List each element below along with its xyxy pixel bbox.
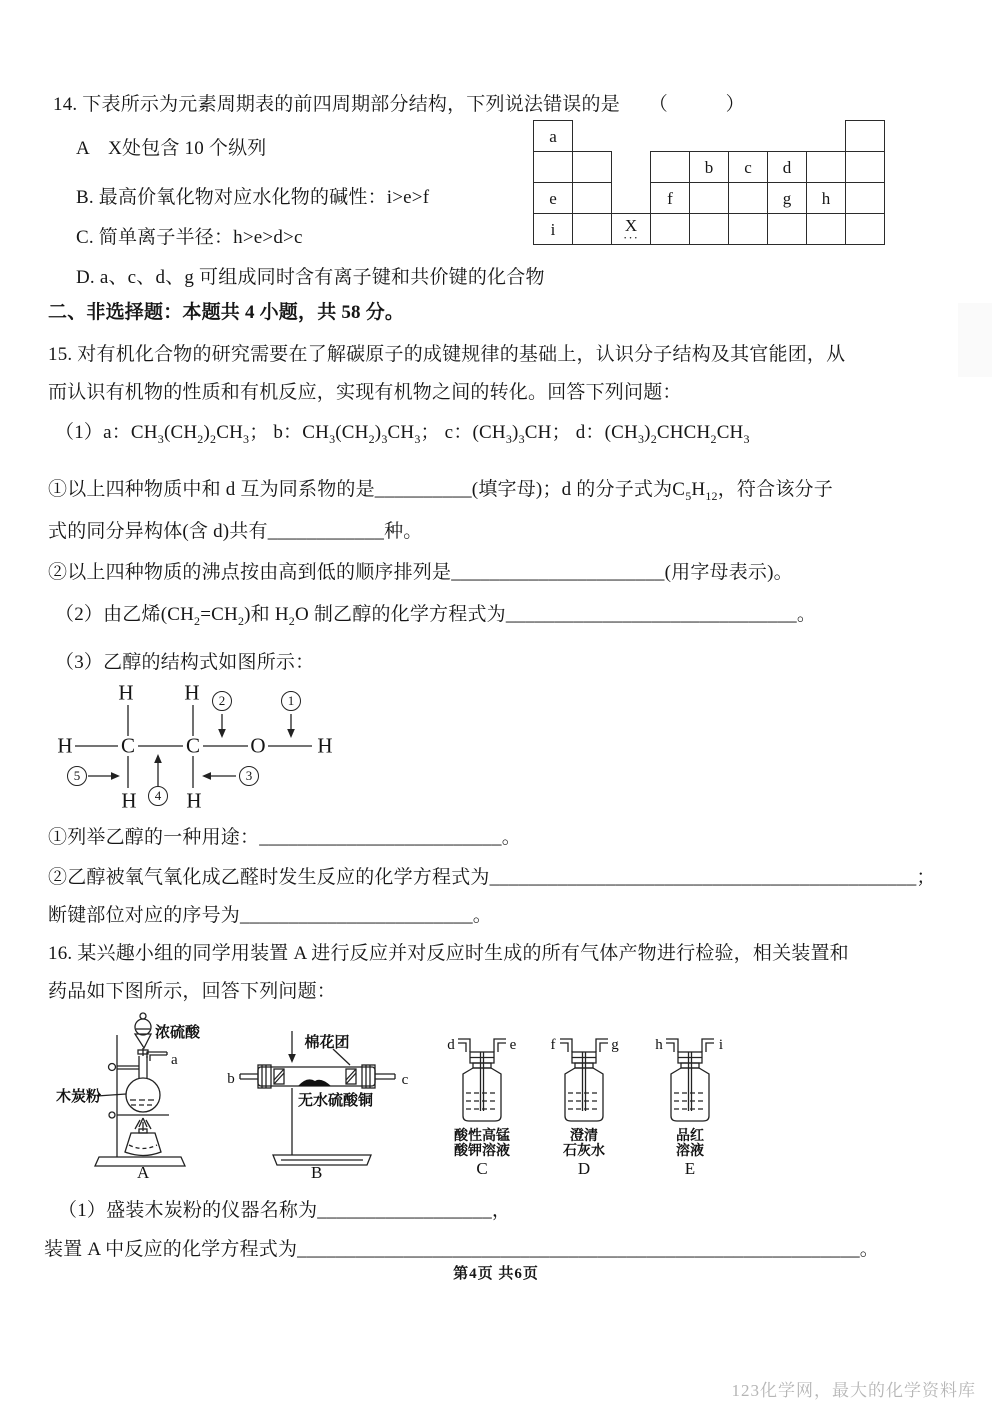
atom-h: H	[184, 680, 200, 705]
ptable-cell-r2c8	[845, 182, 885, 214]
ptable-cell-f: f	[650, 182, 690, 214]
apparatus-a-drawing	[56, 1013, 201, 1182]
ptable-cell-e: e	[533, 182, 573, 214]
label-bottle-e-reagent-line1: 品红	[676, 1129, 704, 1144]
ptable-cell-r2c1	[572, 182, 612, 214]
page-number: 第4页 共6页	[453, 1266, 539, 1282]
ptable-cell-r1c7	[806, 151, 846, 183]
label-conc-sulfuric-acid: 浓硫酸	[155, 1025, 201, 1041]
q15-part2: （2）由乙烯$(CH_2=CH_2)$和 $H_2O$ 制乙醇的化学方程式为______________________________。	[55, 604, 817, 628]
q14-title: 14. 下表所示为元素周期表的前四周期部分结构，下列说法错误的是 （ ）	[53, 94, 745, 115]
q15-intro-line2: 而认识有机物的性质和有机反应，实现有机物之间的转化。回答下列问题：	[48, 382, 682, 403]
apparatus-b-drawing	[227, 1031, 408, 1182]
q14-option-a: A X处包含 10 个纵列	[76, 138, 267, 159]
atom-h: H	[186, 788, 202, 813]
ptable-cell-X: X ···	[611, 213, 651, 245]
label-bottle-c-reagent-line1: 酸性高锰	[454, 1129, 510, 1144]
label-apparatus-b: B	[311, 1163, 323, 1182]
bond-mark-3: 3	[239, 766, 259, 786]
ptable-cell-d: d	[767, 151, 807, 183]
ptable-cell-g: g	[767, 182, 807, 214]
atom-c1: C	[120, 733, 136, 758]
apparatus-figure	[55, 1005, 755, 1190]
label-bottle-d-reagent-line2: 石灰水	[563, 1144, 605, 1159]
ptable-cell-r2c5	[728, 182, 768, 214]
q16-intro-line2: 药品如下图所示，回答下列问题：	[48, 981, 337, 1002]
ptable-cell-c: c	[728, 151, 768, 183]
atom-h: H	[121, 788, 137, 813]
label-port-f: f	[550, 1037, 556, 1053]
label-cotton-ball: 棉花团	[304, 1035, 350, 1051]
ptable-cell-r1c3	[650, 151, 690, 183]
q15-intro-line1: 15. 对有机化合物的研究需要在了解碳原子的成键规律的基础上，认识分子结构及其官能团，从	[48, 344, 846, 365]
q16-blank1: （1）盛装木炭粉的仪器名称为__________________，	[58, 1200, 512, 1221]
atom-h: H	[317, 733, 333, 758]
label-apparatus-a: A	[137, 1163, 150, 1182]
q15-sub1-line1: ①以上四种物质中和 d 互为同系物的是__________(填字母)；d 的分子式为$C_5H_{12}$，符合该分子	[48, 479, 833, 503]
q15-part1-formulas: （1）a：$CH_3(CH_2)_2CH_3$； b：$CH_3(CH_2)_3CH_3$； c：$(CH_3)_3CH$； d：$(CH_3)_2CHCH_2CH_3$	[55, 422, 750, 446]
label-bottle-e: E	[684, 1159, 696, 1178]
label-bottle-e-reagent-line2: 溶液	[676, 1144, 704, 1159]
bottle-d-drawing	[551, 1037, 620, 1178]
atom-h: H	[118, 680, 134, 705]
site-watermark: 123化学网，最大的化学资料库	[731, 1381, 976, 1400]
bond-mark-2: 2	[212, 691, 232, 711]
atom-c2: C	[185, 733, 201, 758]
ptable-cell-h: h	[806, 182, 846, 214]
ptable-cell-r3c4	[689, 213, 729, 245]
label-bottle-c-reagent-line2: 酸钾溶液	[454, 1144, 510, 1159]
label-port-a: a	[171, 1052, 178, 1068]
atom-h: H	[57, 733, 73, 758]
label-bottle-c: C	[476, 1159, 488, 1178]
label-port-e: e	[509, 1037, 517, 1053]
atom-o: O	[250, 733, 266, 758]
bond-mark-5: 5	[67, 766, 87, 786]
bottle-c-drawing	[447, 1037, 516, 1178]
label-charcoal-powder: 木炭粉	[56, 1089, 102, 1105]
q15-oxidation-line1: ②乙醇被氧气氧化成乙醛时发生反应的化学方程式为____________________________________________；	[48, 867, 936, 888]
ptable-cell-r0c8	[845, 120, 885, 152]
bond-mark-1: 1	[281, 691, 301, 711]
label-bottle-d: D	[577, 1159, 591, 1178]
label-anhydrous-cuso4: 无水硫酸铜	[298, 1093, 374, 1109]
label-bottle-d-reagent-line1: 澄清	[570, 1129, 598, 1144]
q16-intro-line1: 16. 某兴趣小组的同学用装置 A 进行反应并对反应时生成的所有气体产物进行检验，相关装置和	[48, 943, 849, 964]
ptable-cell-r2c4	[689, 182, 729, 214]
ptable-cell-r1c8	[845, 151, 885, 183]
ptable-cell-i: i	[533, 213, 573, 245]
ptable-cell-a: a	[533, 120, 573, 152]
q14-option-c: C. 简单离子半径：h>e>d>c	[76, 227, 303, 248]
label-port-d: d	[447, 1037, 455, 1053]
q15-sub1-line2: 式的同分异构体(含 d)共有____________种。	[48, 521, 423, 542]
label-port-g: g	[611, 1037, 619, 1053]
section-2-header: 二、非选择题：本题共 4 小题，共 58 分。	[48, 302, 405, 323]
ptable-cell-r3c1	[572, 213, 612, 245]
periodic-table-diagram	[533, 120, 887, 248]
label-port-h: h	[655, 1037, 663, 1053]
bottle-e-drawing	[655, 1037, 723, 1178]
q15-use-blank: ①列举乙醇的一种用途：_________________________。	[48, 827, 521, 848]
ptable-cell-r3c8	[845, 213, 885, 245]
ptable-cell-r3c3	[650, 213, 690, 245]
ptable-cell-r3c5	[728, 213, 768, 245]
scan-artifact	[958, 303, 992, 377]
ptable-cell-b: b	[689, 151, 729, 183]
q15-part3: （3）乙醇的结构式如图所示：	[55, 652, 315, 673]
ptable-cell-r1c0	[533, 151, 573, 183]
ptable-cell-r1c1	[572, 151, 612, 183]
q15-oxidation-line2: 断键部位对应的序号为________________________。	[48, 905, 493, 926]
label-port-i: i	[718, 1037, 724, 1053]
label-port-b: b	[227, 1071, 235, 1087]
q16-blank2: 装置 A 中反应的化学方程式为__________________________________________________________。	[44, 1239, 879, 1260]
q14-option-d: D. a、c、d、g 可组成同时含有离子键和共价键的化合物	[76, 267, 545, 288]
ptable-cell-r3c7	[806, 213, 846, 245]
q15-sub2: ②以上四种物质的沸点按由高到低的顺序排列是______________________(用字母表示)。	[48, 562, 793, 583]
q14-option-b: B. 最高价氧化物对应水化物的碱性：i>e>f	[76, 187, 430, 208]
bond-mark-4: 4	[148, 786, 168, 806]
ptable-cell-r3c6	[767, 213, 807, 245]
label-port-c: c	[401, 1072, 409, 1088]
